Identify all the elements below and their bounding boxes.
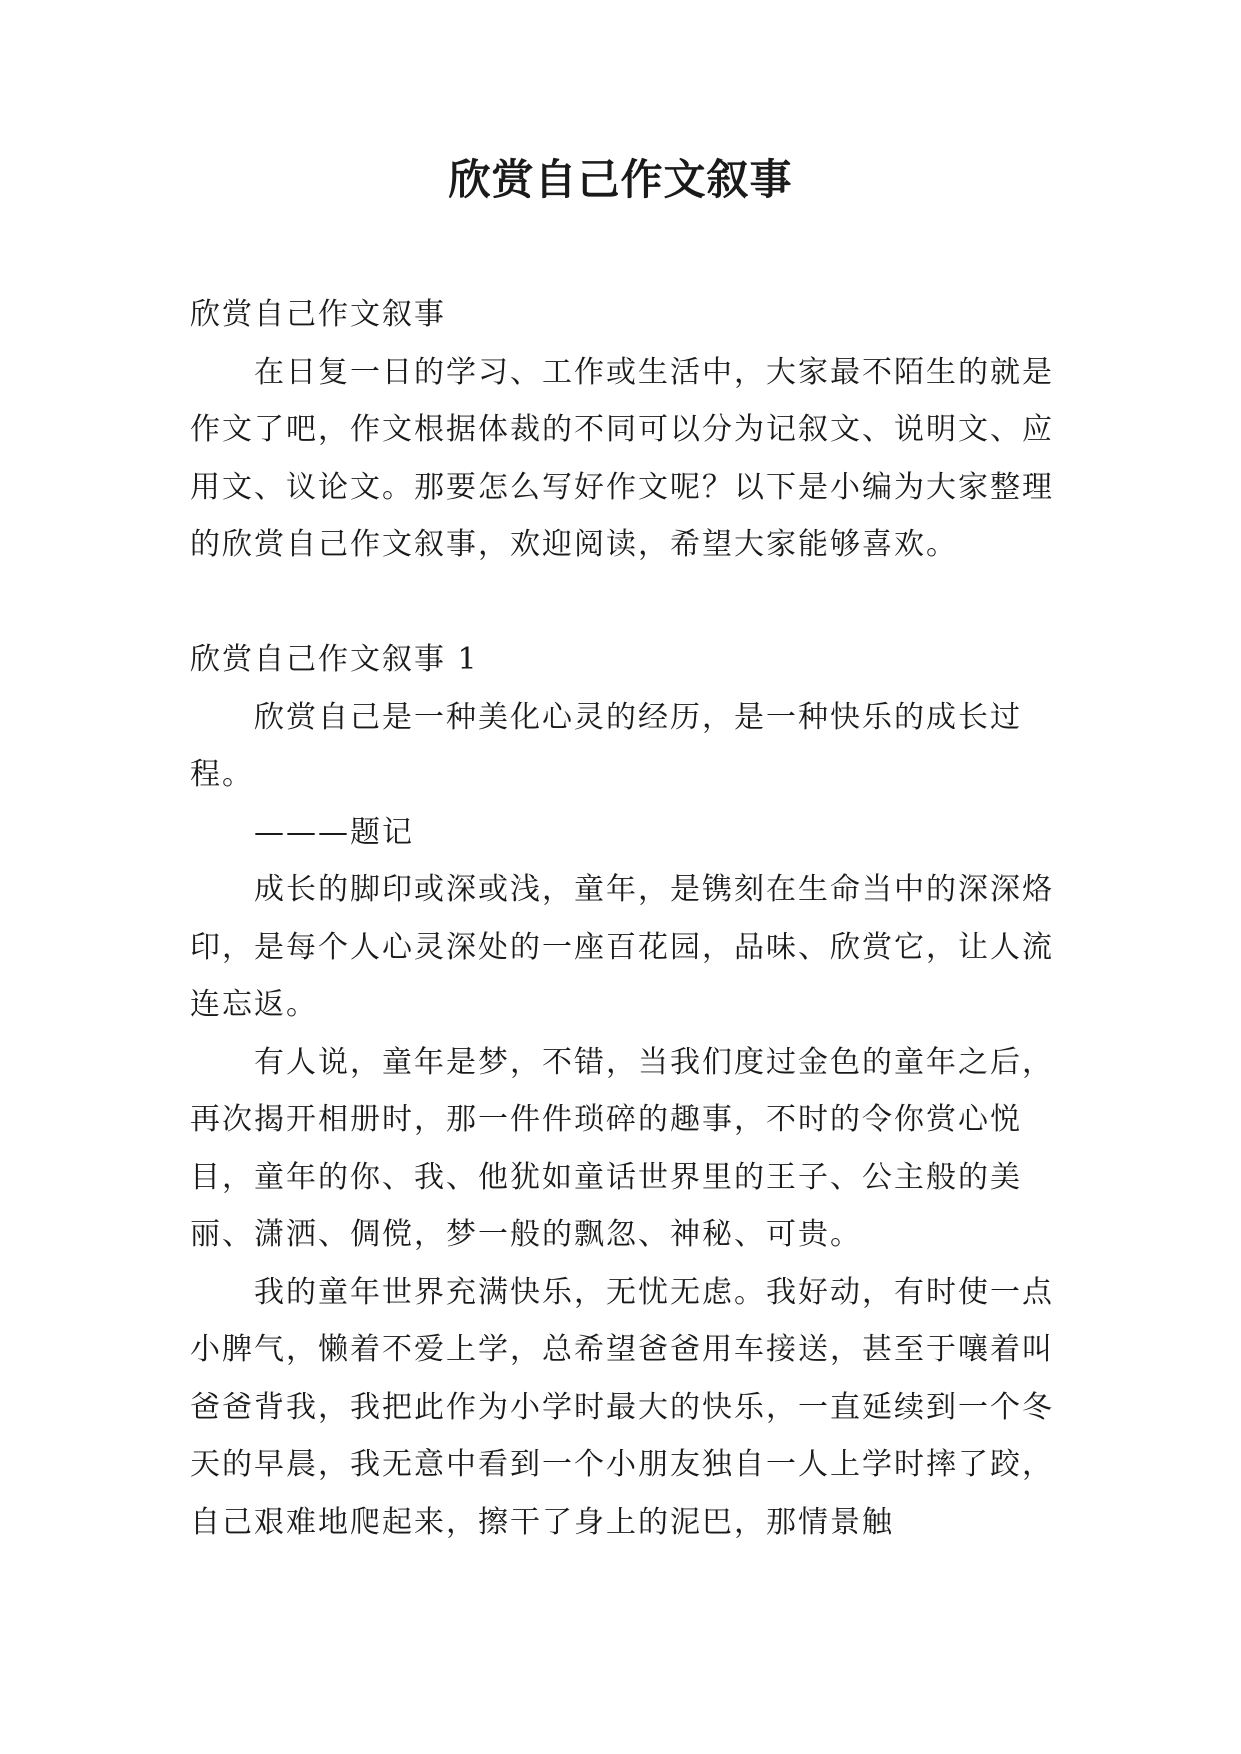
body-paragraph: 欣赏自己是一种美化心灵的经历，是一种快乐的成长过程。: [190, 699, 1022, 792]
section-heading: 欣赏自己作文叙事: [190, 297, 446, 332]
section-heading: 欣赏自己作文叙事 1: [190, 642, 479, 677]
document-body: [190, 286, 1060, 1551]
document-title: 欣赏自己作文叙事: [448, 155, 793, 204]
body-paragraph: 成长的脚印或深或浅，童年，是镌刻在生命当中的深深烙印，是每个人心灵深处的一座百花园，品味、欣赏它，让人流连忘返。: [190, 872, 1054, 1022]
body-paragraph: 我的童年世界充满快乐，无忧无虑。我好动，有时使一点小脾气，懒着不爱上学，总希望爸爸用车接送，甚至于嚷着叫爸爸背我，我把此作为小学时最大的快乐，一直延续到一个冬天的早晨，我无意中看到一个小朋友独自一人上学时摔了跤，自己艰难地爬起来，擦干了身上的泥巴，那情景触: [190, 1274, 1054, 1540]
epigraph-attribution: ———题记: [254, 814, 414, 850]
body-paragraph: 在日复一日的学习、工作或生活中，大家最不陌生的就是作文了吧，作文根据体裁的不同可以分为记叙文、说明文、应用文、议论文。那要怎么写好作文呢？以下是小编为大家整理的欣赏自己作文叙事，欢迎阅读，希望大家能够喜欢。: [190, 354, 1054, 562]
body-paragraph: 有人说，童年是梦，不错，当我们度过金色的童年之后，再次揭开相册时，那一件件琐碎的趣事，不时的令你赏心悦目，童年的你、我、他犹如童话世界里的王子、公主般的美丽、潇洒、倜傥，梦一般的飘忽、神秘、可贵。: [190, 1044, 1054, 1252]
